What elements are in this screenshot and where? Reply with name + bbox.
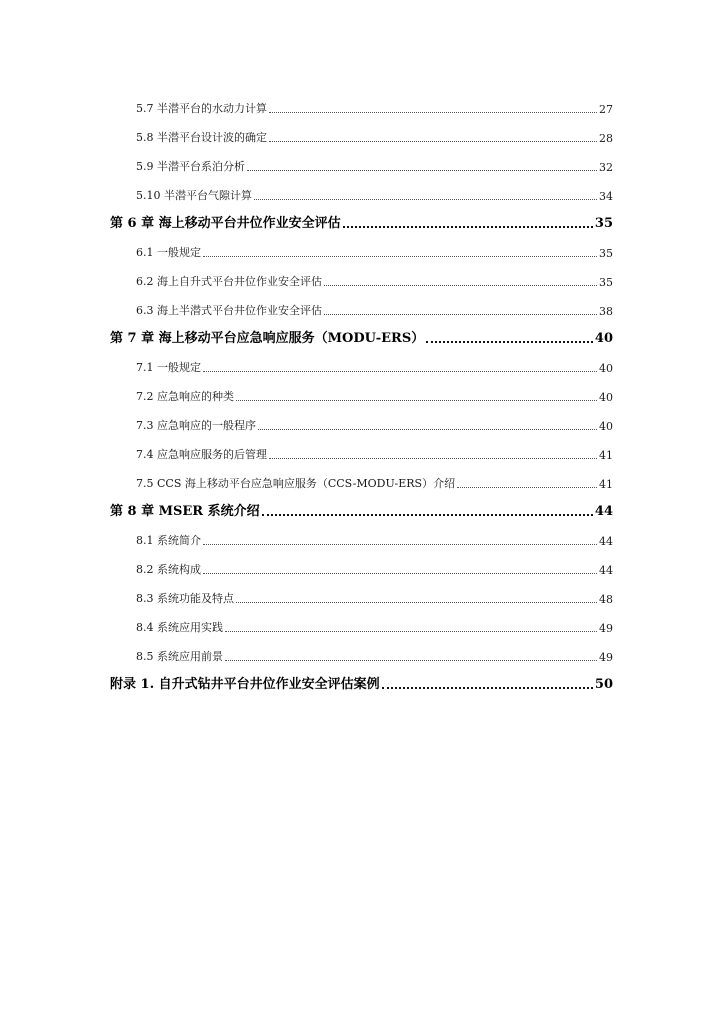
dot-leader — [269, 458, 597, 459]
toc-entry-title: 8.2 系统构成 — [136, 563, 201, 576]
toc-entry-title: 8.5 系统应用前景 — [136, 650, 223, 663]
dot-leader — [382, 687, 593, 689]
toc-chapter-6[interactable] — [110, 204, 613, 232]
toc-entry-7-5[interactable] — [110, 463, 613, 492]
dot-leader — [203, 573, 597, 574]
toc-entry-page: 35 — [599, 247, 613, 260]
toc-entry-page: 44 — [599, 564, 613, 577]
toc-entry-page: 34 — [599, 190, 613, 203]
toc-entry-title: 6.3 海上半潜式平台井位作业安全评估 — [136, 304, 322, 317]
toc-entry-page: 41 — [599, 449, 613, 462]
toc-entry-title: 5.8 半潜平台设计波的确定 — [136, 131, 267, 144]
toc-entry-7-3[interactable] — [110, 405, 613, 434]
toc-entry-8-4[interactable] — [110, 607, 613, 636]
dot-leader — [258, 429, 597, 430]
dot-leader — [269, 112, 597, 113]
toc-entry-title: 5.9 半潜平台系泊分析 — [136, 160, 245, 173]
toc-entry-page: 35 — [599, 276, 613, 289]
toc-entry-page: 40 — [599, 362, 613, 375]
dot-leader — [324, 285, 597, 286]
toc-entry-title: 7.4 应急响应服务的后管理 — [136, 448, 267, 461]
dot-leader — [324, 314, 597, 315]
toc-entry-title: 5.7 半潜平台的水动力计算 — [136, 102, 267, 115]
toc-entry-title: 7.3 应急响应的一般程序 — [136, 419, 256, 432]
toc-entry-5-10[interactable] — [110, 175, 613, 204]
toc-entry-title: 8.3 系统功能及特点 — [136, 592, 234, 605]
dot-leader — [203, 371, 597, 372]
toc-entry-title: 6.1 一般规定 — [136, 246, 201, 259]
toc-chapter-title: 第 8 章 MSER 系统介绍 — [110, 504, 260, 519]
toc-entry-8-3[interactable] — [110, 578, 613, 607]
toc-appendix-1[interactable] — [110, 665, 613, 693]
toc-entry-title: 7.1 一般规定 — [136, 361, 201, 374]
toc-entry-page: 32 — [599, 161, 613, 174]
toc-entry-title: 8.4 系统应用实践 — [136, 621, 223, 634]
toc-chapter-7[interactable] — [110, 319, 613, 347]
toc-entry-8-2[interactable] — [110, 549, 613, 578]
toc-chapter-title: 附录 1. 自升式钻井平台井位作业安全评估案例 — [110, 677, 380, 692]
toc-entry-page: 41 — [599, 478, 613, 491]
toc-entry-page: 49 — [599, 622, 613, 635]
toc-entry-title: 8.1 系统简介 — [136, 534, 201, 547]
toc-chapter-page: 50 — [594, 677, 613, 692]
toc-entry-title: 7.5 CCS 海上移动平台应急响应服务（CCS-MODU-ERS）介绍 — [136, 477, 456, 490]
table-of-contents — [110, 88, 613, 693]
toc-entry-page: 28 — [599, 132, 613, 145]
toc-entry-page: 27 — [599, 103, 613, 116]
dot-leader — [247, 170, 597, 171]
toc-entry-title: 5.10 半潜平台气隙计算 — [136, 189, 252, 202]
toc-entry-title: 7.2 应急响应的种类 — [136, 390, 234, 403]
toc-entry-7-4[interactable] — [110, 434, 613, 463]
toc-entry-5-7[interactable] — [110, 88, 613, 117]
dot-leader — [262, 514, 593, 516]
dot-leader — [457, 487, 597, 488]
toc-chapter-title: 第 7 章 海上移动平台应急响应服务（MODU-ERS） — [110, 331, 425, 346]
toc-entry-page: 40 — [599, 391, 613, 404]
toc-entry-5-8[interactable] — [110, 117, 613, 146]
dot-leader — [254, 199, 597, 200]
toc-chapter-page: 40 — [594, 331, 613, 346]
dot-leader — [225, 631, 597, 632]
dot-leader — [236, 602, 597, 603]
toc-entry-page: 40 — [599, 420, 613, 433]
toc-entry-page: 38 — [599, 305, 613, 318]
toc-entry-7-2[interactable] — [110, 376, 613, 405]
dot-leader — [203, 256, 597, 257]
dot-leader — [236, 400, 597, 401]
toc-entry-5-9[interactable] — [110, 146, 613, 175]
toc-entry-6-2[interactable] — [110, 261, 613, 290]
toc-chapter-page: 44 — [594, 504, 613, 519]
toc-entry-7-1[interactable] — [110, 347, 613, 376]
toc-entry-title: 6.2 海上自升式平台井位作业安全评估 — [136, 275, 322, 288]
dot-leader — [343, 226, 593, 228]
toc-chapter-8[interactable] — [110, 492, 613, 520]
toc-entry-page: 48 — [599, 593, 613, 606]
toc-entry-page: 44 — [599, 535, 613, 548]
dot-leader — [426, 341, 593, 343]
toc-chapter-title: 第 6 章 海上移动平台井位作业安全评估 — [110, 216, 341, 231]
dot-leader — [269, 141, 597, 142]
toc-entry-8-1[interactable] — [110, 520, 613, 549]
dot-leader — [203, 544, 597, 545]
toc-entry-page: 49 — [599, 651, 613, 664]
toc-entry-6-3[interactable] — [110, 290, 613, 319]
toc-entry-8-5[interactable] — [110, 636, 613, 665]
dot-leader — [225, 660, 597, 661]
toc-chapter-page: 35 — [594, 216, 613, 231]
toc-entry-6-1[interactable] — [110, 232, 613, 261]
